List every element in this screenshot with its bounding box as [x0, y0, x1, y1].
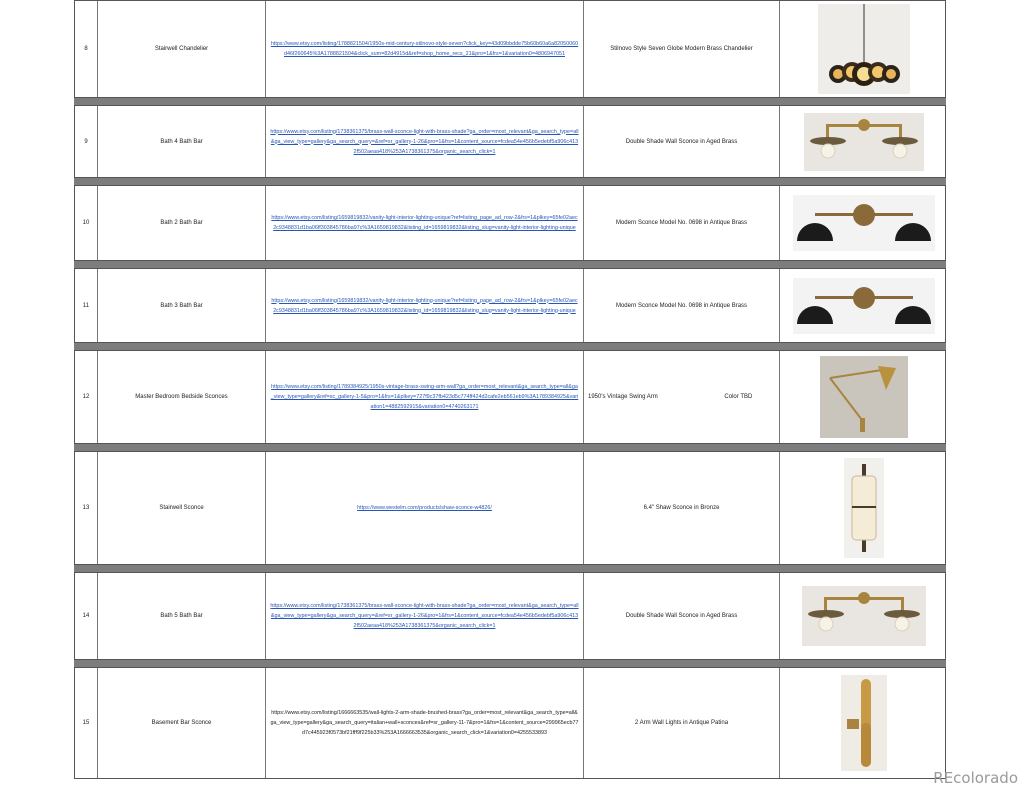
row-separator	[74, 98, 946, 105]
room-name: Basement Bar Sconce	[98, 668, 266, 778]
row-number: 14	[75, 573, 98, 659]
product-description: Double Shade Wall Sconce in Aged Brass	[584, 573, 780, 659]
row-number: 9	[75, 106, 98, 177]
table-row	[74, 0, 946, 98]
product-description: 6.4" Shaw Sconce in Bronze	[584, 452, 780, 564]
black-dome-sconce-image	[793, 278, 935, 334]
product-description: 2 Arm Wall Lights in Antique Patina	[584, 668, 780, 778]
product-link[interactable]: https://www.etsy.com/listing/1659819832/vanity-light-interior-lighting-unique?ref=listing_page_ad_row-2&frs=1&plkey=65fe02aec2c9348831d1ba06ff303845786ba97c%3A1659819832&listing_id=1659819832&listing_slug=vanity-light-interior-lighting-unique	[271, 215, 578, 231]
swing-arm-image	[820, 356, 908, 438]
product-description: Stilnovo Style Seven Globe Modern Brass Chandelier	[584, 1, 780, 97]
table-row	[74, 268, 946, 343]
room-name: Bath 2 Bath Bar	[98, 186, 266, 260]
room-name: Master Bedroom Bedside Sconces	[98, 351, 266, 443]
room-name: Stairwell Chandelier	[98, 1, 266, 97]
table-row	[74, 572, 946, 660]
row-number: 11	[75, 269, 98, 342]
room-name: Bath 3 Bath Bar	[98, 269, 266, 342]
double-cream-sconce-image	[802, 586, 926, 646]
product-description: 1950's Vintage Swing Arm Color TBD	[584, 351, 780, 443]
room-name: Stairwell Sconce	[98, 452, 266, 564]
black-dome-sconce-image	[793, 195, 935, 251]
table-row	[74, 185, 946, 261]
table-row	[74, 105, 946, 178]
double-cream-sconce-image	[804, 113, 924, 171]
product-link[interactable]: https://www.etsy.com/listing/1659819832/vanity-light-interior-lighting-unique?ref=listing_page_ad_row-2&frs=1&plkey=65fe02aec2c9348831d1ba06ff303845786ba97c%3A1659819832&listing_id=1659819832&listing_slug=vanity-light-interior-lighting-unique	[271, 297, 578, 314]
row-number: 10	[75, 186, 98, 260]
recolorado-watermark: REcolorado	[933, 769, 1018, 787]
shaw-sconce-image	[844, 458, 884, 558]
row-number: 8	[75, 1, 98, 97]
row-separator	[74, 565, 946, 572]
table-row	[74, 451, 946, 565]
row-number: 13	[75, 452, 98, 564]
product-link[interactable]: https://www.etsy.com/listing/1738361375/brass-wall-sconce-light-with-brass-shade?ga_order=most_relevant&ga_search_type=all&ga_view_type=gallery&ga_search_query=&ref=sr_gallery-1-26&pro=1&frs=1&content_source=fcdea54e456b5edebf5a906c4132f502aeaa418%253A1738361375&organic_search_click=1	[270, 128, 579, 155]
product-description: Modern Sconce Model No. 0698 in Antique Brass	[584, 269, 780, 342]
product-link[interactable]: https://www.westelm.com/products/shaw-sconce-w4826/	[357, 505, 492, 511]
chandelier-image	[818, 4, 910, 94]
row-separator	[74, 660, 946, 667]
tube-sconce-image	[841, 675, 887, 771]
row-separator	[74, 444, 946, 451]
row-number: 12	[75, 351, 98, 443]
product-link[interactable]: https://www.etsy.com/listing/1789384925/1950s-vintage-brass-swing-arm-wall?ga_order=most_relevant&ga_search_type=all&ga_view_type=gallery&ref=sc_gallery-1-5&pro=1&frs=1&plkey=727f9c37fb423d5c774ff424d2cafe2eb561eb9%3A1789384925&variation1=4882592915&variation0=4740263171	[270, 384, 579, 410]
row-separator	[74, 261, 946, 268]
room-name: Bath 4 Bath Bar	[98, 106, 266, 177]
row-number: 15	[75, 668, 98, 778]
room-name: Bath 5 Bath Bar	[98, 573, 266, 659]
row-separator	[74, 178, 946, 185]
table-row	[74, 350, 946, 444]
product-link-text: https://www.etsy.com/listing/1666663535/wall-lights-2-arm-shade-brushed-brass?ga_order=most_relevant&ga_search_type=all&ga_view_type=gallery&ga_search_query=italian+wall+sconces&ref=sr_gallery-11-7&pro=1&frs=1&content_source=299965ecb77d7c445923f0573bf21fff9f225b33%253A1666663535&organic_search_click=1&variation0=4255533893	[270, 710, 579, 736]
lighting-schedule-table	[74, 0, 948, 790]
product-description: Modern Sconce Model No. 0698 in Antique Brass	[584, 186, 780, 260]
product-link[interactable]: https://www.etsy.com/listing/1738361375/brass-wall-sconce-light-with-brass-shade?ga_order=most_relevant&ga_search_type=all&ga_view_type=gallery&ga_search_query=&ref=sr_gallery-1-26&pro=1&frs=1&content_source=fcdea54e456b5edebf5a906c4132f502aeaa418%253A1738361375&organic_search_click=1	[270, 603, 579, 629]
row-separator	[74, 343, 946, 350]
product-description: Double Shade Wall Sconce in Aged Brass	[584, 106, 780, 177]
table-row	[74, 667, 946, 779]
product-link[interactable]: https://www.etsy.com/listing/1788821504/1950s-mid-century-stilnovo-style-seven?click_key=43d09bbdde75b60b60a6a82050060d46f260645%3A1788821504&click_sum=82d4915d&ref=shop_home_recs_21&pro=1&frs=1&variation0=4806947051	[270, 41, 579, 57]
